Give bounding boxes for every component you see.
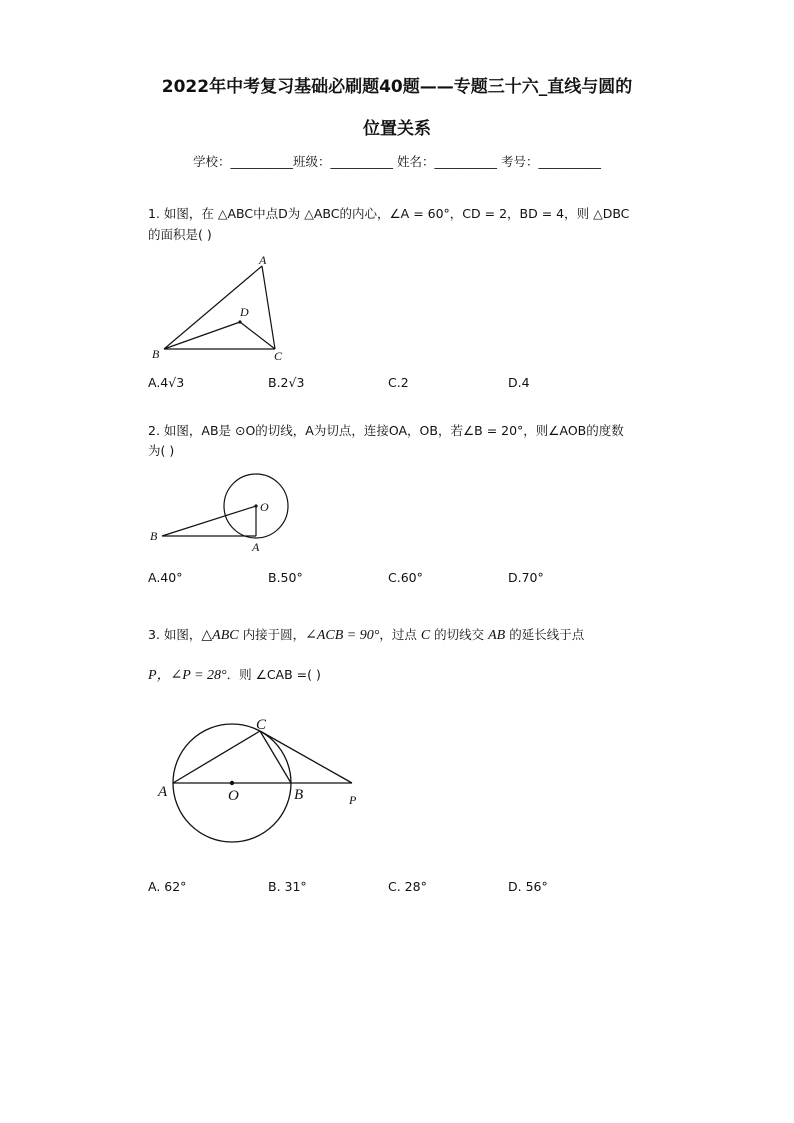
label-P: P [349, 793, 357, 807]
q1-option-c[interactable]: C.2 [388, 375, 409, 390]
question-3-figure [150, 712, 380, 872]
label-C: C [274, 349, 283, 363]
label-O: O [260, 500, 269, 514]
label-D: D [240, 305, 249, 319]
q3-option-b[interactable]: B. 31° [268, 879, 307, 894]
question-2-text: 2. 如图，AB是 ⊙O的切线，A为切点，连接OA，OB，若∠B = 20°，则∠AOB的度数 [148, 423, 624, 438]
student-info-line: 学校：__________班级：__________ 姓名：__________ 考号：__________ [193, 154, 601, 169]
q3-option-c[interactable]: C. 28° [388, 879, 427, 894]
question-1-text-continued: 的面积是( ) [148, 227, 212, 242]
page-title-continued: 位置关系 [363, 119, 431, 139]
label-C: C [256, 717, 267, 733]
question-2-figure [140, 466, 300, 562]
q1-option-b[interactable]: B.2√3 [268, 375, 305, 390]
q3-point-c: C [420, 628, 431, 643]
label-O: O [228, 788, 239, 804]
q3-option-d[interactable]: D. 56° [508, 879, 548, 894]
page-title: 2022年中考复习基础必刷题40题——专题三十六_直线与圆的 [161, 77, 633, 97]
q2-option-c[interactable]: C.60° [388, 570, 423, 585]
label-A: A [259, 253, 267, 267]
q3-rest2: 的切线交 [430, 627, 489, 642]
label-A: A [158, 784, 168, 800]
q3-angle-acb: ∠ACB = 90° [305, 628, 380, 643]
q3-angle-p: ，∠P = 28° [156, 668, 227, 683]
q3-rest: ．则 ∠CAB =( ) [226, 667, 321, 682]
q3-option-a[interactable]: A. 62° [148, 879, 187, 894]
q2-option-d[interactable]: D.70° [508, 570, 544, 585]
question-3-text-continued [148, 665, 321, 685]
label-A: A [252, 540, 260, 554]
q2-option-b[interactable]: B.50° [268, 570, 303, 585]
label-B: B [150, 529, 158, 543]
question-2-text-continued: 为( ) [148, 443, 175, 458]
label-B: B [152, 347, 160, 361]
question-1-text: 1. 如图，在 △ABC中点D为 △ABC的内心，∠A = 60°，CD = 2，BD = 4，则 △DBC [148, 206, 630, 221]
label-B: B [294, 787, 304, 803]
q3-point-p: P [148, 668, 157, 683]
q3-rest3: 的延长线于点 [505, 627, 585, 642]
question-3-text [148, 625, 584, 645]
q3-prefix: 3. 如图， [148, 627, 202, 642]
q2-option-a[interactable]: A.40° [148, 570, 183, 585]
q1-option-d[interactable]: D.4 [508, 375, 530, 390]
q3-rest1: ，过点 [379, 627, 421, 642]
q1-option-a[interactable]: A.4√3 [148, 375, 185, 390]
q3-segment-ab: AB [488, 628, 506, 643]
q3-mid: 内接于圆， [238, 627, 306, 642]
q3-triangle: △ABC [201, 628, 239, 643]
question-1-figure [140, 248, 300, 366]
